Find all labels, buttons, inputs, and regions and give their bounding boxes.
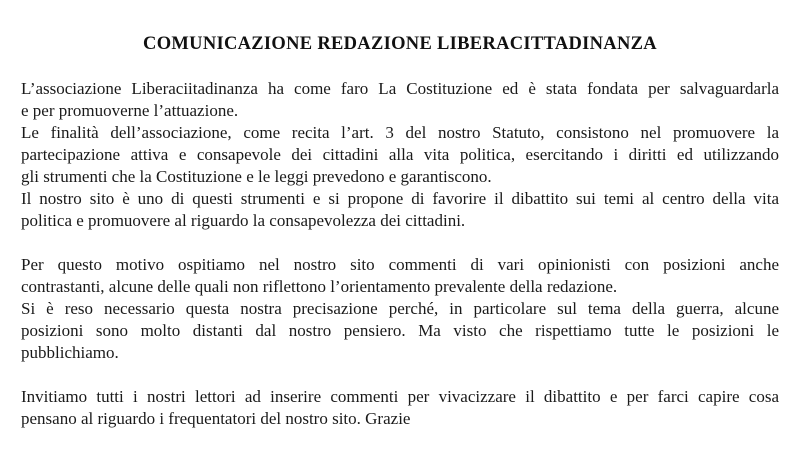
text-line: pubblichiamo. <box>21 343 119 362</box>
paragraph <box>21 298 779 364</box>
text-line: contrastanti, alcune delle quali non riflettono l’orientamento prevalente della redazione. <box>21 277 618 296</box>
text-line: Invitiamo tutti i nostri lettori ad inserire commenti per vivacizzare il dibattito e per farci capire cosa <box>21 387 779 406</box>
text-line: e per promuoverne l’attuazione. <box>21 101 239 120</box>
paragraph-block-positions <box>21 254 779 364</box>
text-line: Le finalità dell’associazione, come recita l’art. 3 del nostro Statuto, consistono nel promuovere la <box>21 123 779 142</box>
paragraph <box>21 122 779 188</box>
text-line: Per questo motivo ospitiamo nel nostro sito commenti di vari opinionisti con posizioni anche <box>21 255 779 274</box>
document-title: COMUNICAZIONE REDAZIONE LIBERACITTADINANZA <box>143 34 657 54</box>
paragraph <box>21 78 779 122</box>
paragraph-block-intro <box>21 78 779 232</box>
text-line: L’associazione Liberaciitadinanza ha come faro La Costituzione ed è stata fondata per salvaguardarla <box>21 79 779 98</box>
text-line: gli strumenti che la Costituzione e le leggi prevedono e garantiscono. <box>21 167 492 186</box>
text-line: politica e promuovere al riguardo la consapevolezza dei cittadini. <box>21 211 466 230</box>
paragraph <box>21 254 779 298</box>
text-line: Si è reso necessario questa nostra precisazione perché, in particolare sul tema della guerra, alcune <box>21 299 779 318</box>
paragraph <box>21 386 779 430</box>
text-line: pensano al riguardo i frequentatori del nostro sito. Grazie <box>21 409 411 428</box>
paragraph-block-invitation <box>21 386 779 430</box>
text-line: Il nostro sito è uno di questi strumenti e si propone di favorire il dibattito sui temi al centro della vita <box>21 189 779 208</box>
paragraph <box>21 188 779 232</box>
text-line: posizioni sono molto distanti dal nostro pensiero. Ma visto che rispettiamo tutte le posizioni le <box>21 321 779 340</box>
text-line: partecipazione attiva e consapevole dei cittadini alla vita politica, esercitando i diritti ed utilizzando <box>21 145 779 164</box>
